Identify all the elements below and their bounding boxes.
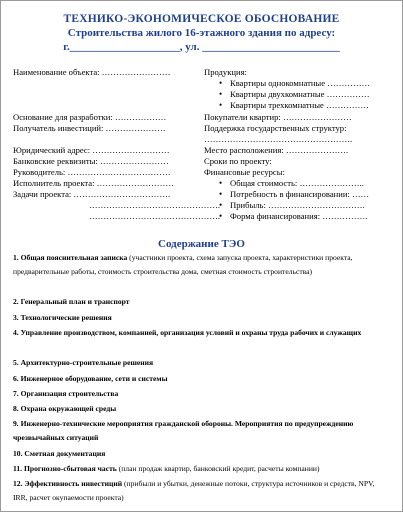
apartments-3-room: • Квартиры трехкомнатные …………… [230, 100, 369, 111]
document-title: ТЕХНИКО-ЭКОНОМИЧЕСКОЕ ОБОСНОВАНИЕ [63, 13, 340, 25]
financial-need: • Потребность в финансировании: …… [230, 189, 369, 200]
financial-total-cost: • Общая стоимость: ………………….. [230, 178, 364, 189]
field-financial: Финансовые ресурсы: [204, 167, 285, 177]
toc-item-9: 9. Инженерно-технические мероприятия гражданской обороны. Мероприятия по предупреждению чрезвычайных ситуаций [13, 419, 354, 443]
field-products: Продукция: [204, 67, 247, 77]
field-location: Место расположения: …………………. [204, 145, 349, 155]
address-line: г.____________________, ул. _________________________ [63, 41, 340, 53]
toc-item-6: 6. Инженерное оборудование, сети и системы [13, 374, 168, 383]
field-state-support: Поддержка государственных структур: [204, 123, 347, 133]
field-tasks: Задачи проекта: ……………………………. [13, 189, 171, 199]
toc-item-3: 3. Технологические решения [13, 313, 112, 322]
document-subtitle: Строительства жилого 16-этажного здания по адресу: [67, 27, 336, 39]
field-buyers: Покупатели квартир: …………………… [204, 112, 352, 122]
toc-item-11: 11. Прогнозно-сбытовая часть (план продаж квартир, банковский кредит, расчеты компании) [13, 464, 320, 473]
field-terms: Сроки по проекту: [204, 156, 272, 166]
toc-item-12: 12. Эффективность инвестиций (прибыли и убытки, денежные потоки, структура источников и средств, NPV, IRR, расчет окупаемости проекта) [13, 479, 375, 503]
toc-item-1: 1. Общая пояснительная записка (участники проекта, схема запуска проекта, характеристики проекта, предварительные работы, стоимость строительства дома, сметная стоимость строительства) [13, 253, 353, 277]
toc-item-7: 7. Организация строительства [13, 389, 119, 398]
toc-item-2: 2. Генеральный план и транспорт [13, 297, 130, 306]
apartments-2-room: • Квартиры двухкомнатные …………… [230, 89, 370, 100]
apartments-1-room: • Квартиры однокомнатные …………… [230, 78, 370, 89]
toc-item-5: 5. Архитектурно-строительные решения [13, 358, 154, 367]
toc-item-8: 8. Охрана окружающей среды [13, 404, 117, 413]
field-recipient: Получатель инвестиций: ………………… [13, 123, 166, 133]
financial-form: • Форма финансирования: ……………. [230, 211, 367, 222]
contents-title: Содержание ТЭО [158, 238, 245, 250]
field-object-name: Наименование объекта: …………………… [13, 67, 171, 77]
field-manager: Руководитель: ……………………………… [13, 167, 171, 177]
field-basis: Основание для разработки: ……………… [13, 112, 167, 122]
field-state-support-dots: ……………………………………………. [204, 134, 353, 144]
field-tasks-line-2: ………………………………………. [89, 200, 221, 210]
field-legal-address: Юридический адрес: ……………………… [13, 145, 170, 155]
financial-profit: • Прибыль: ……………………………. [230, 200, 365, 211]
field-tasks-line-3: ………………………………………. [89, 211, 221, 221]
toc-item-10: 10. Сметная документация [13, 449, 106, 458]
toc-item-4: 4. Управление производством, компанией, организация условий и охраны труда рабочих и служащих [13, 328, 362, 337]
field-executor: Исполнитель проекта: ……………………… [13, 178, 174, 188]
field-bank-details: Банковские реквизиты: …………………… [13, 156, 169, 166]
